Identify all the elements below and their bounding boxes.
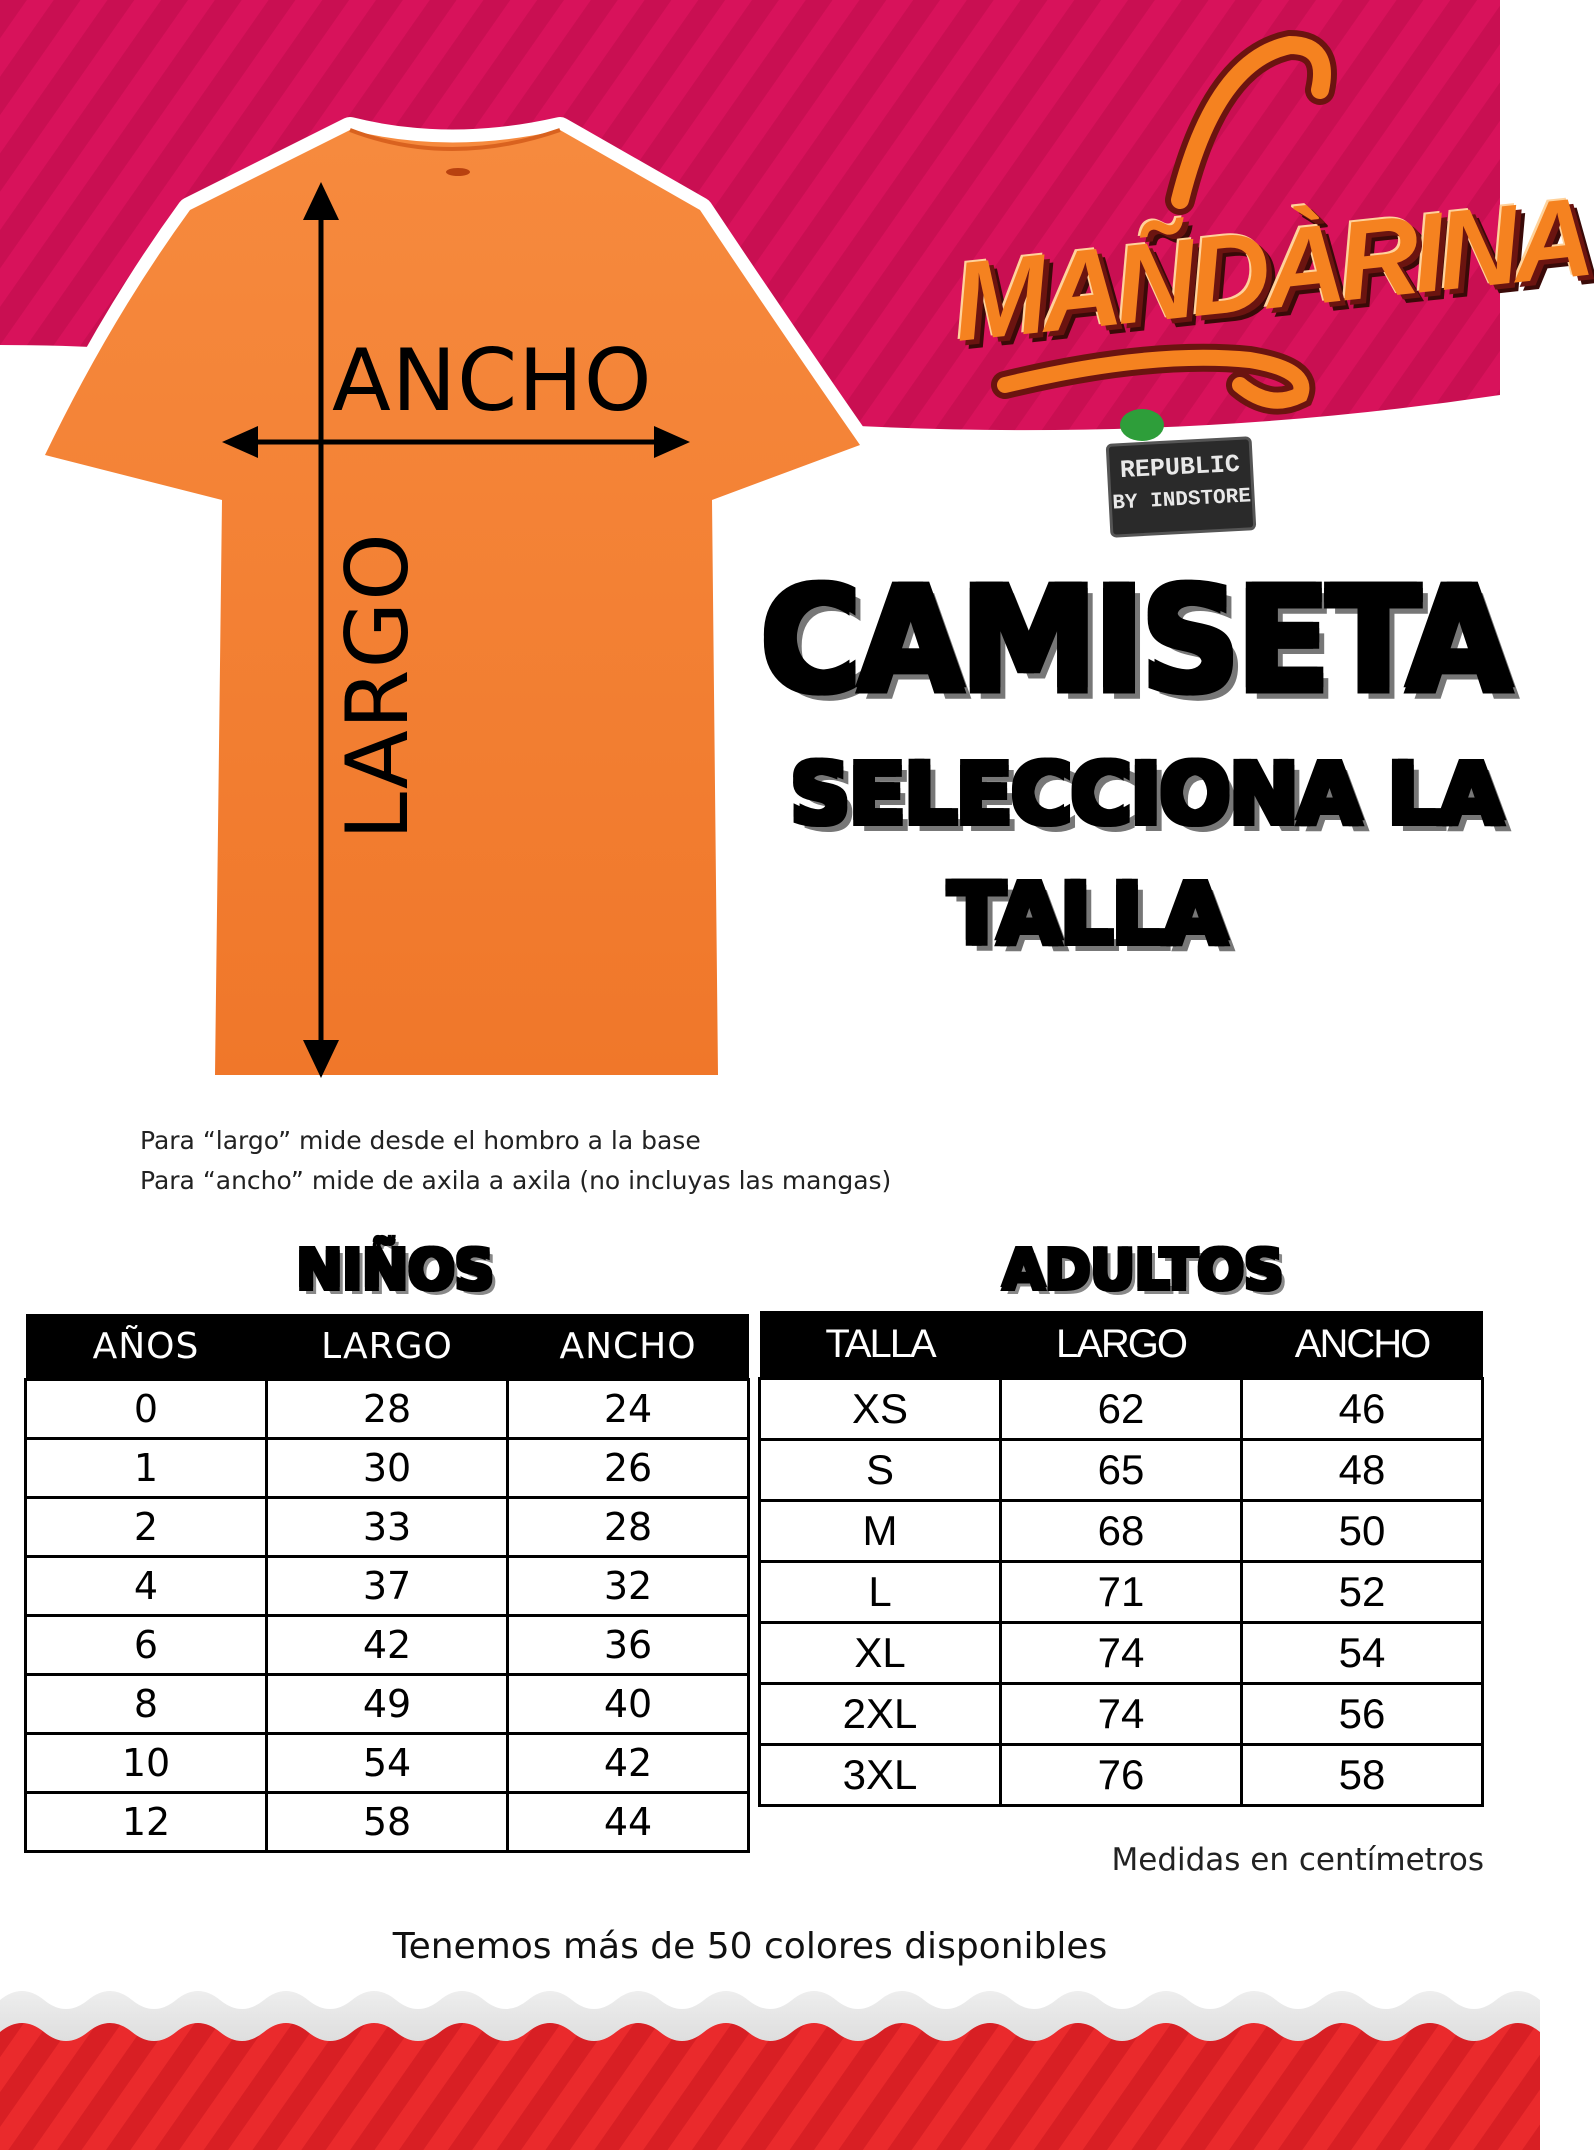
subtitle-line2: TALLA bbox=[948, 865, 1226, 963]
table-cell: 74 bbox=[1001, 1684, 1242, 1745]
table-row bbox=[760, 1440, 1483, 1501]
table-cell: 28 bbox=[267, 1380, 508, 1439]
table-cell: 74 bbox=[1001, 1623, 1242, 1684]
table-row bbox=[26, 1557, 749, 1616]
table-cell: M bbox=[760, 1501, 1001, 1562]
table-cell: 32 bbox=[508, 1557, 749, 1616]
table-cell: 33 bbox=[267, 1498, 508, 1557]
column-header: TALLA bbox=[760, 1311, 1001, 1379]
table-cell: 1 bbox=[26, 1439, 267, 1498]
brand-sub-badge bbox=[1106, 436, 1257, 538]
page-title: CAMISETA bbox=[760, 555, 1509, 726]
table-row bbox=[760, 1684, 1483, 1745]
table-row bbox=[26, 1439, 749, 1498]
kids-size-table bbox=[24, 1314, 750, 1853]
column-header: LARGO bbox=[1001, 1311, 1242, 1379]
table-cell: S bbox=[760, 1440, 1001, 1501]
table-row bbox=[760, 1501, 1483, 1562]
ancho-instruction: Para “ancho” mide de axila a axila (no incluyas las mangas) bbox=[140, 1166, 892, 1195]
ancho-label: ANCHO bbox=[332, 331, 653, 431]
brand-sub-line2: BY INDSTORE bbox=[1111, 485, 1252, 516]
table-row bbox=[760, 1745, 1483, 1806]
table-row bbox=[26, 1734, 749, 1793]
table-row bbox=[26, 1380, 749, 1439]
adults-size-table bbox=[758, 1311, 1484, 1807]
table-cell: 30 bbox=[267, 1439, 508, 1498]
kids-section-title: NIÑOS bbox=[296, 1238, 494, 1303]
table-cell: 2 bbox=[26, 1498, 267, 1557]
table-cell: 44 bbox=[508, 1793, 749, 1852]
table-cell: 28 bbox=[508, 1498, 749, 1557]
table-cell: XS bbox=[760, 1379, 1001, 1440]
table-cell: 0 bbox=[26, 1380, 267, 1439]
table-cell: 24 bbox=[508, 1380, 749, 1439]
table-cell: 58 bbox=[1242, 1745, 1483, 1806]
table-cell: 62 bbox=[1001, 1379, 1242, 1440]
table-cell: 26 bbox=[508, 1439, 749, 1498]
table-cell: 65 bbox=[1001, 1440, 1242, 1501]
column-header: AÑOS bbox=[26, 1314, 267, 1380]
table-cell: 58 bbox=[267, 1793, 508, 1852]
tshirt-illustration bbox=[45, 130, 860, 1075]
table-row bbox=[760, 1623, 1483, 1684]
table-header-row bbox=[26, 1314, 749, 1380]
table-cell: 6 bbox=[26, 1616, 267, 1675]
table-cell: L bbox=[760, 1562, 1001, 1623]
column-header: ANCHO bbox=[508, 1314, 749, 1380]
table-cell: 2XL bbox=[760, 1684, 1001, 1745]
table-cell: 12 bbox=[26, 1793, 267, 1852]
table-cell: 54 bbox=[267, 1734, 508, 1793]
column-header: ANCHO bbox=[1242, 1311, 1483, 1379]
table-cell: 50 bbox=[1242, 1501, 1483, 1562]
table-cell: 46 bbox=[1242, 1379, 1483, 1440]
table-cell: 68 bbox=[1001, 1501, 1242, 1562]
table-cell: 52 bbox=[1242, 1562, 1483, 1623]
table-cell: 37 bbox=[267, 1557, 508, 1616]
brand-logo: MAÑDÀRINA bbox=[947, 174, 1594, 365]
table-row bbox=[26, 1616, 749, 1675]
table-cell: 40 bbox=[508, 1675, 749, 1734]
brand-sub-line1: REPUBLIC bbox=[1119, 449, 1241, 486]
units-note: Medidas en centímetros bbox=[1111, 1842, 1484, 1878]
table-cell: 10 bbox=[26, 1734, 267, 1793]
table-header-row bbox=[760, 1311, 1483, 1379]
table-cell: 42 bbox=[508, 1734, 749, 1793]
table-row bbox=[26, 1498, 749, 1557]
adults-section-title: ADULTOS bbox=[1002, 1238, 1283, 1303]
table-cell: 49 bbox=[267, 1675, 508, 1734]
subtitle-line1: SELECCIONA LA bbox=[790, 745, 1502, 843]
column-header: LARGO bbox=[267, 1314, 508, 1380]
largo-label: LARGO bbox=[328, 532, 428, 840]
colors-note: Tenemos más de 50 colores disponibles bbox=[392, 1926, 1108, 1967]
footer-band bbox=[0, 2023, 1540, 2150]
table-row bbox=[26, 1793, 749, 1852]
table-cell: 71 bbox=[1001, 1562, 1242, 1623]
table-cell: 42 bbox=[267, 1616, 508, 1675]
table-cell: 3XL bbox=[760, 1745, 1001, 1806]
table-cell: 76 bbox=[1001, 1745, 1242, 1806]
table-row bbox=[26, 1675, 749, 1734]
table-cell: 36 bbox=[508, 1616, 749, 1675]
table-cell: 54 bbox=[1242, 1623, 1483, 1684]
table-cell: 48 bbox=[1242, 1440, 1483, 1501]
table-row bbox=[760, 1379, 1483, 1440]
table-cell: 4 bbox=[26, 1557, 267, 1616]
table-cell: 56 bbox=[1242, 1684, 1483, 1745]
largo-instruction: Para “largo” mide desde el hombro a la base bbox=[140, 1126, 701, 1155]
table-cell: 8 bbox=[26, 1675, 267, 1734]
table-cell: XL bbox=[760, 1623, 1001, 1684]
table-row bbox=[760, 1562, 1483, 1623]
